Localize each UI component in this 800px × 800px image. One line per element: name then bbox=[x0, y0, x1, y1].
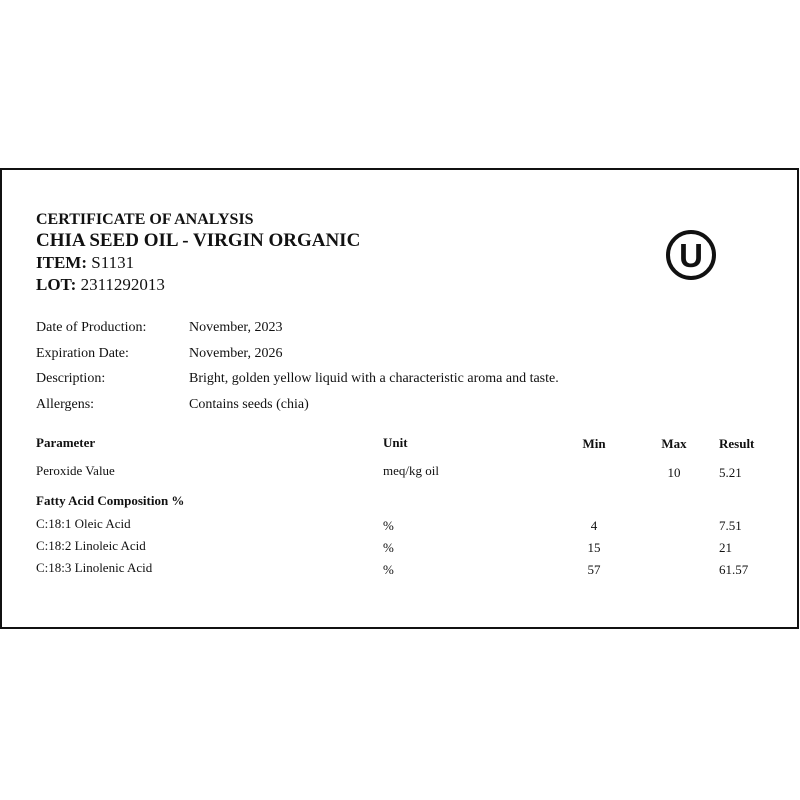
table-row-result: 21 bbox=[719, 540, 732, 555]
peroxide-unit: meq/kg oil bbox=[383, 463, 439, 478]
lot-label: LOT: bbox=[36, 275, 77, 294]
info-value: November, 2026 bbox=[189, 345, 283, 361]
table-row-unit: % bbox=[383, 540, 394, 555]
item-label: ITEM: bbox=[36, 253, 87, 272]
table-row-result: 61.57 bbox=[719, 562, 749, 577]
table-row-parameter: C:18:1 Oleic Acid bbox=[36, 516, 131, 531]
peroxide-result: 5.21 bbox=[719, 465, 742, 480]
info-value: Bright, golden yellow liquid with a characteristic aroma and taste. bbox=[189, 371, 559, 386]
item-value: S1131 bbox=[91, 253, 135, 272]
table-row-result: 7.51 bbox=[719, 518, 742, 533]
kosher-symbol-letter: U bbox=[679, 236, 703, 274]
info-label: Expiration Date: bbox=[36, 345, 129, 361]
peroxide-max: 10 bbox=[667, 465, 681, 480]
info-value: Contains seeds (chia) bbox=[189, 396, 309, 412]
info-label: Allergens: bbox=[36, 396, 95, 412]
item-line bbox=[36, 252, 360, 274]
table-row-parameter: C:18:3 Linolenic Acid bbox=[36, 560, 153, 575]
lot-line bbox=[36, 274, 360, 296]
table-row-unit: % bbox=[383, 518, 394, 533]
fatty-acid-section-title: Fatty Acid Composition % bbox=[36, 493, 185, 508]
column-header-unit: Unit bbox=[383, 435, 408, 450]
info-value: November, 2023 bbox=[189, 320, 283, 335]
table-row-unit: % bbox=[383, 562, 394, 577]
table-row-parameter: C:18:2 Linoleic Acid bbox=[36, 538, 146, 553]
table-row-min: 4 bbox=[590, 518, 598, 533]
column-header-result: Result bbox=[719, 436, 755, 451]
certificate bbox=[0, 168, 799, 629]
info-label: Date of Production: bbox=[36, 320, 147, 335]
column-header-min: Min bbox=[582, 436, 606, 451]
table-row-min: 57 bbox=[587, 562, 601, 577]
lot-value: 2311292013 bbox=[80, 275, 165, 294]
info-label: Description: bbox=[36, 371, 106, 386]
kosher-certification-icon bbox=[666, 230, 716, 280]
product-name: CHIA SEED OIL - VIRGIN ORGANIC bbox=[36, 230, 361, 251]
certificate-header bbox=[36, 210, 360, 296]
column-header-parameter: Parameter bbox=[36, 435, 96, 450]
table-row-min: 15 bbox=[587, 540, 601, 555]
certificate-title: CERTIFICATE OF ANALYSIS bbox=[36, 211, 254, 228]
peroxide-parameter: Peroxide Value bbox=[36, 463, 115, 478]
column-header-max: Max bbox=[661, 436, 687, 451]
